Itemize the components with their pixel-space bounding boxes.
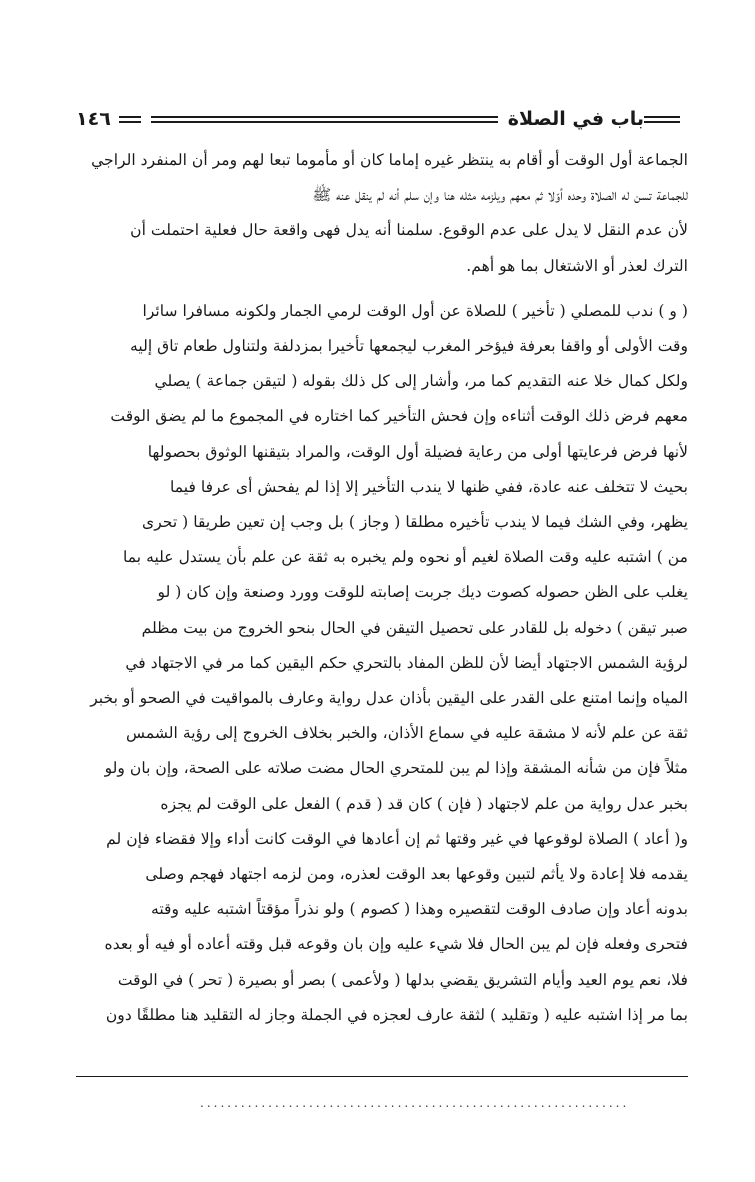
- text-line: مثلاً فإن من شأنه المشقة وإذا لم يبن للمتحري الحال مضت صلاته على الصحة، وإن بان ولو: [104, 759, 688, 778]
- text-line: المياه وإنما امتنع على القدر على اليقين بأذان عدل رواية وعارف بالمواقيت في الصحو أو بخبر: [90, 689, 688, 708]
- paragraph-2: [76, 294, 688, 1033]
- text-line: وقت الأولى أو واقفا بعرفة فيؤخر المغرب ليجمعها تأخيرا بمزدلفة ولتناول طعام تاق إليه: [130, 337, 688, 356]
- text-line: فتحرى وفعله فإن لم يبن الحال فلا شيء عليه وإن بان وقوعه قبل وقته أعاده أو فيه أو بعده: [104, 935, 688, 954]
- text-line: بما مر إذا اشتبه عليه ( وتقليد ) لثقة عارف لعجزه في الجملة وجاز له التقليد هنا مطلقًا دون: [105, 1005, 688, 1024]
- text-line: لرؤية الشمس الاجتهاد أيضا لأن للظن المفاد بالتحري حكم اليقين كما مر في الاجتهاد في: [125, 653, 688, 672]
- header-rule-short: [119, 116, 141, 123]
- text-line: فلا، نعم يوم العيد وأيام التشريق يقضي بدلها ( ولأعمى ) بصر أو بصيرة ( تحر ) في الوقت: [117, 970, 688, 989]
- text-line: ثقة عن علم لأنه لا مشقة عليه في سماع الأذان، والخبر بخلاف الخروج إلى رؤية الشمس: [125, 724, 688, 743]
- main-text: [76, 143, 688, 1033]
- text-line: الجماعة أول الوقت أو أقام به ينتظر غيره إماما كان أو مأموما تبعا لهم ومر أن المنفرد الراجي: [91, 151, 688, 169]
- text-line: ( و ) ندب للمصلي ( تأخير ) للصلاة عن أول الوقت لرمي الجمار ولكونه مسافرا سائرا: [142, 301, 688, 320]
- text-line: بدونه أعاد وإن صادف الوقت لتقصيره وهذا ( كصوم ) ولو نذراً مؤقتاً اشتبه عليه وقته: [150, 900, 688, 919]
- text-line: ولكل كمال خلا عنه التقديم كما مر، وأشار إلى كل ذلك بقوله ( لتيقن جماعة ) يصلي: [154, 372, 688, 391]
- footnote-separator: [76, 1076, 688, 1077]
- text-line: بحيث لا تتخلف عنه عادة، ففي ظنها لا يندب التأخير إلا إذا لم يفحش أى عرفا فيما: [169, 477, 688, 496]
- text-line: بخبر عدل رواية من علم لاجتهاد ( فإن ) كان قد ( قدم ) الفعل على الوقت لم يجزه: [160, 794, 688, 813]
- footnote-dots: ...............................................................: [200, 1096, 630, 1110]
- page-header: [76, 104, 688, 134]
- paragraph-1: [76, 143, 688, 284]
- text-line: معهم فرض ذلك الوقت أثناءه وإن فحش التأخير كما اختاره في المجموع ما لم يضق الوقت: [110, 407, 688, 426]
- paragraph-gap: [76, 284, 688, 294]
- text-line: من ) اشتبه عليه وقت الصلاة لغيم أو نحوه ولم يخبره به ثقة عن علم بأن يستدل عليه بما: [123, 548, 688, 567]
- page-number: ١٤٦: [76, 108, 111, 130]
- text-line: يغلب على الظن حصوله كصوت ديك جربت إصابته للوقت وورد وصنعة وإن كان ( لو: [157, 583, 688, 602]
- text-line: و( أعاد ) الصلاة لوقوعها في غير وقتها ثم إن أعادها في الوقت كانت أداء وإلا فقضاء فإن لم: [106, 829, 688, 848]
- header-rule-long: [151, 116, 498, 123]
- text-line: لأنها فرض فرعايتها أولى من رعاية فضيلة أول الوقت، والمراد بتيقنها الوثوق بحصولها: [147, 442, 688, 461]
- text-line: يقدمه فلا إعادة ولا يأثم لتبين وقوعها بعد الوقت لعذره، ومن لزمه اجتهاد فهجم وصلى: [145, 865, 688, 884]
- text-line: لأن عدم النقل لا يدل على عدم الوقوع. سلمنا أنه يدل فهى واقعة حال فعلية احتملت أن: [130, 221, 688, 240]
- chapter-title: باب في الصلاة: [507, 108, 644, 130]
- text-line: صبر تيقن ) دخوله بل للقادر على تحصيل التيقن في الحال بنحو الخروج من بيت مظلم: [141, 618, 688, 637]
- header-rule-end: [644, 116, 680, 123]
- text-line: يظهر، وفي الشك فيما لا يندب تأخيره مطلقا ( وجاز ) بل وجب إن تعين طريقا ( تحرى: [142, 513, 688, 532]
- text-line: الترك لعذر أو الاشتغال بما هو أهم.: [466, 256, 688, 275]
- text-line: للجماعة تسن له الصلاة وحده أوّلا ثم معهم ويلزمه مثله هنا وإن سلم أنه لم ينقل عنه ﷺ: [312, 186, 688, 205]
